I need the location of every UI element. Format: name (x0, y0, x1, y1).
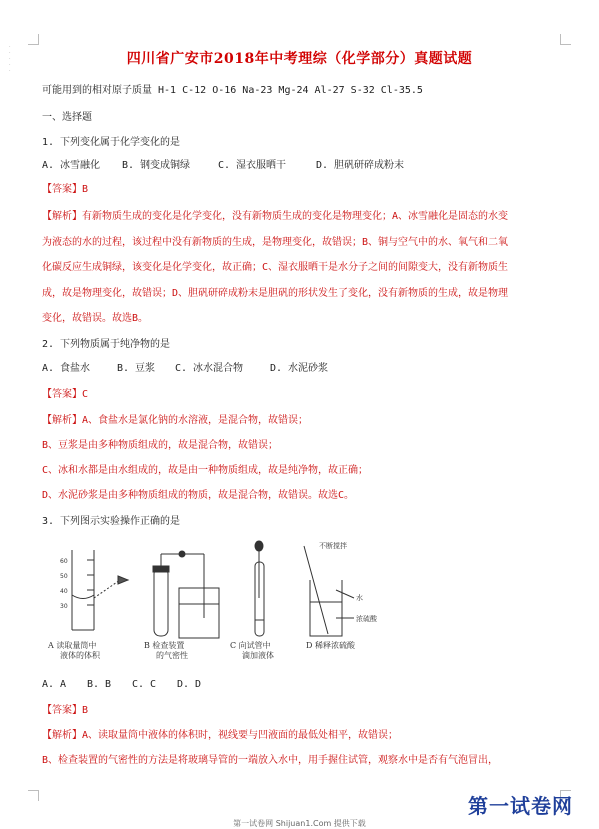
crop-mark-bottom-left (28, 790, 39, 801)
question-3-stem: 3. 下列图示实验操作正确的是 (42, 516, 181, 527)
cylinder-tick-label: 40 (60, 588, 68, 595)
crop-mark-top-left (28, 34, 39, 45)
q3-option-b: B. B (87, 679, 112, 690)
q2-option-a: A. 食盐水 (42, 363, 91, 374)
q2-option-d: D. 水泥砂浆 (270, 363, 329, 374)
question-3-analysis-line: B、检查装置的气密性的方法是将玻璃导管的一端放入水中，用手握住试管，观察水中是否有气泡冒出， (42, 755, 499, 766)
label-water: 水 (356, 594, 363, 602)
question-1-analysis-line: 化碳反应生成铜绿，该变化是化学变化，故正确；C、湿衣服晒干是水分子之间的间隙变大，没有新物质生 (42, 262, 509, 273)
question-1-analysis-line: 成，故是物理变化，故错误；D、胆矾研碎成粉末是胆矾的形状发生了变化，没有新物质的生成，故是物理 (42, 288, 509, 299)
question-2-analysis-line: 【解析】A、食盐水是氯化钠的水溶液，是混合物，故错误； (42, 415, 309, 426)
label-sulfuric-acid: 浓硫酸 (356, 615, 377, 623)
caption-a-line: A 读取量筒中 (48, 641, 97, 650)
question-1-stem: 1. 下列变化属于化学变化的是 (42, 137, 181, 148)
page-footer: 第一试卷网 Shijuan1.Com 提供下载 (233, 819, 366, 828)
question-2-stem: 2. 下列物质属于纯净物的是 (42, 339, 171, 350)
airtightness-illustration (153, 551, 219, 638)
question-1-analysis-line: 【解析】有新物质生成的变化是化学变化，没有新物质生成的变化是物理变化；A、冰雪融化是固态的水变 (42, 211, 509, 222)
label-stirring: 不断搅拌 (319, 542, 347, 550)
cylinder-tick-label: 60 (60, 558, 68, 565)
question-3-analysis-line: 【解析】A、读取量筒中液体的体积时，视线要与凹液面的最低处相平，故错误； (42, 730, 399, 741)
q2-option-b: B. 豆浆 (117, 363, 156, 374)
caption-b-line: B 检查装置 (144, 641, 185, 650)
q1-option-b: B. 钢变成铜绿 (122, 160, 191, 171)
caption-a (48, 641, 100, 661)
caption-a-line: 液体的体积 (60, 651, 100, 660)
caption-b (144, 641, 188, 661)
q3-option-a: A. A (42, 679, 67, 690)
question-1-analysis-line: 为液态的水的过程，该过程中没有新物质的生成，是物理变化，故错误；B、铜与空气中的水、氧气和二氧 (42, 237, 509, 248)
caption-d-line: D 稀释浓硫酸 (306, 641, 355, 650)
q1-option-d: D. 胆矾研碎成粉末 (316, 160, 405, 171)
crop-mark-top-right (560, 34, 571, 45)
question-2-analysis-line: D、水泥砂浆是由多种物质组成的物质，故是混合物，故错误。故选C。 (42, 490, 355, 501)
cylinder-illustration (72, 550, 128, 630)
question-2-answer: 【答案】C (42, 389, 89, 400)
margin-dots: · · · · · (9, 44, 11, 74)
q3-option-c: C. C (132, 679, 157, 690)
caption-c-line: C 向试管中 (230, 641, 271, 650)
question-1-analysis-line: 变化，故错误。故选B。 (42, 313, 149, 324)
cylinder-tick-label: 30 (60, 603, 68, 610)
experiment-figure (42, 540, 377, 670)
q1-option-c: C. 湿衣服晒干 (218, 160, 287, 171)
dropper-illustration (255, 541, 264, 636)
dilution-illustration (304, 546, 354, 636)
section-heading: 一、选择题 (42, 112, 92, 123)
caption-c-line: 滴加液体 (242, 651, 274, 660)
page-title: 四川省广安市2018年中考理综（化学部分）真题试题 (126, 51, 473, 67)
caption-d (306, 641, 355, 651)
question-2-options (42, 362, 567, 376)
question-3-options (42, 678, 567, 692)
site-logo: 第一试卷网 (468, 794, 573, 818)
caption-b-line: 的气密性 (156, 651, 188, 660)
question-1-options (42, 159, 567, 173)
q1-option-a: A. 冰雪融化 (42, 160, 101, 171)
caption-c (230, 641, 274, 661)
q3-option-d: D. D (177, 679, 202, 690)
question-1-answer: 【答案】B (42, 184, 89, 195)
question-2-analysis-line: C、冰和水都是由水组成的，故是由一种物质组成，故是纯净物，故正确； (42, 465, 369, 476)
cylinder-tick-label: 50 (60, 573, 68, 580)
atomic-masses: 可能用到的相对原子质量 H-1 C-12 O-16 Na-23 Mg-24 Al-27 S-32 Cl-35.5 (42, 85, 423, 96)
question-3-answer: 【答案】B (42, 705, 89, 716)
q2-option-c: C. 冰水混合物 (175, 363, 244, 374)
question-2-analysis-line: B、豆浆是由多种物质组成的，故是混合物，故错误； (42, 440, 279, 451)
